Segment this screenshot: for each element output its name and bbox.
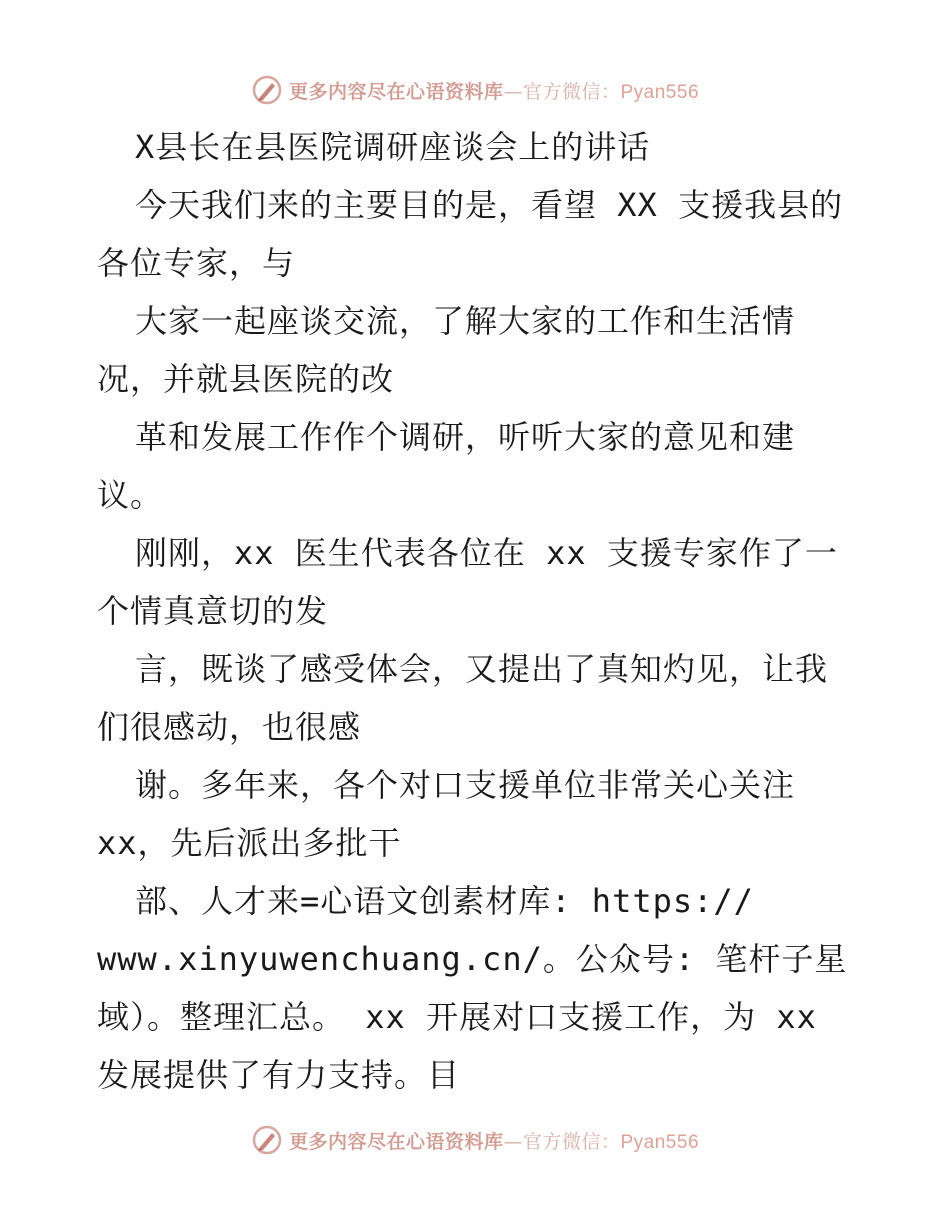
- text-line: 革和发展工作作个调研，听听大家的意见和建: [135, 418, 796, 456]
- header-watermark-banner: [0, 72, 950, 108]
- watermark-main-text: 更多内容尽在心语资料库: [288, 1130, 504, 1153]
- text-line: 刚刚，xx 医生代表各位在 xx 支援专家作了一: [135, 534, 838, 572]
- text-line: xx，先后派出多批干: [97, 824, 402, 862]
- watermark-wechat-id: Pyan556: [620, 81, 700, 103]
- text-line: 各位专家，与: [97, 244, 296, 282]
- text-line: 部、人才来=心语文创素材库: https://: [135, 882, 754, 920]
- watermark-wechat-label: 官方微信：: [522, 80, 621, 103]
- text-line: 议。: [97, 476, 164, 514]
- watermark-text: [289, 1127, 699, 1154]
- text-line: www.xinyuwenchuang.cn/。公众号: 笔杆子星: [97, 940, 848, 978]
- watermark-wechat-id: Pyan556: [620, 1131, 700, 1153]
- pen-logo-icon: [251, 1124, 283, 1156]
- text-line: 今天我们来的主要目的是，看望 XX 支援我县的: [135, 186, 844, 224]
- watermark-main-text: 更多内容尽在心语资料库: [288, 80, 504, 103]
- text-line: 们很感动，也很感: [97, 708, 362, 746]
- watermark-wechat-label: 官方微信：: [522, 1130, 621, 1153]
- text-line: 大家一起座谈交流，了解大家的工作和生活情: [135, 302, 796, 340]
- watermark-dash: —: [503, 1130, 523, 1153]
- text-line: 况，并就县医院的改: [97, 360, 395, 398]
- watermark-dash: —: [503, 80, 523, 103]
- text-line: 域）。整理汇总。 xx 开展对口支援工作，为 xx: [97, 998, 817, 1036]
- text-line: 言，既谈了感受体会，又提出了真知灼见，让我: [135, 650, 829, 688]
- text-line: 发展提供了有力支持。目: [97, 1056, 461, 1094]
- text-line: 个情真意切的发: [97, 592, 329, 630]
- watermark-text: [289, 77, 699, 104]
- footer-watermark-banner: [0, 1122, 950, 1158]
- document-body: [97, 118, 857, 1104]
- text-line: 谢。多年来，各个对口支援单位非常关心关注: [135, 766, 796, 804]
- document-title: X县长在县医院调研座谈会上的讲话: [135, 128, 651, 166]
- pen-logo-icon: [251, 74, 283, 106]
